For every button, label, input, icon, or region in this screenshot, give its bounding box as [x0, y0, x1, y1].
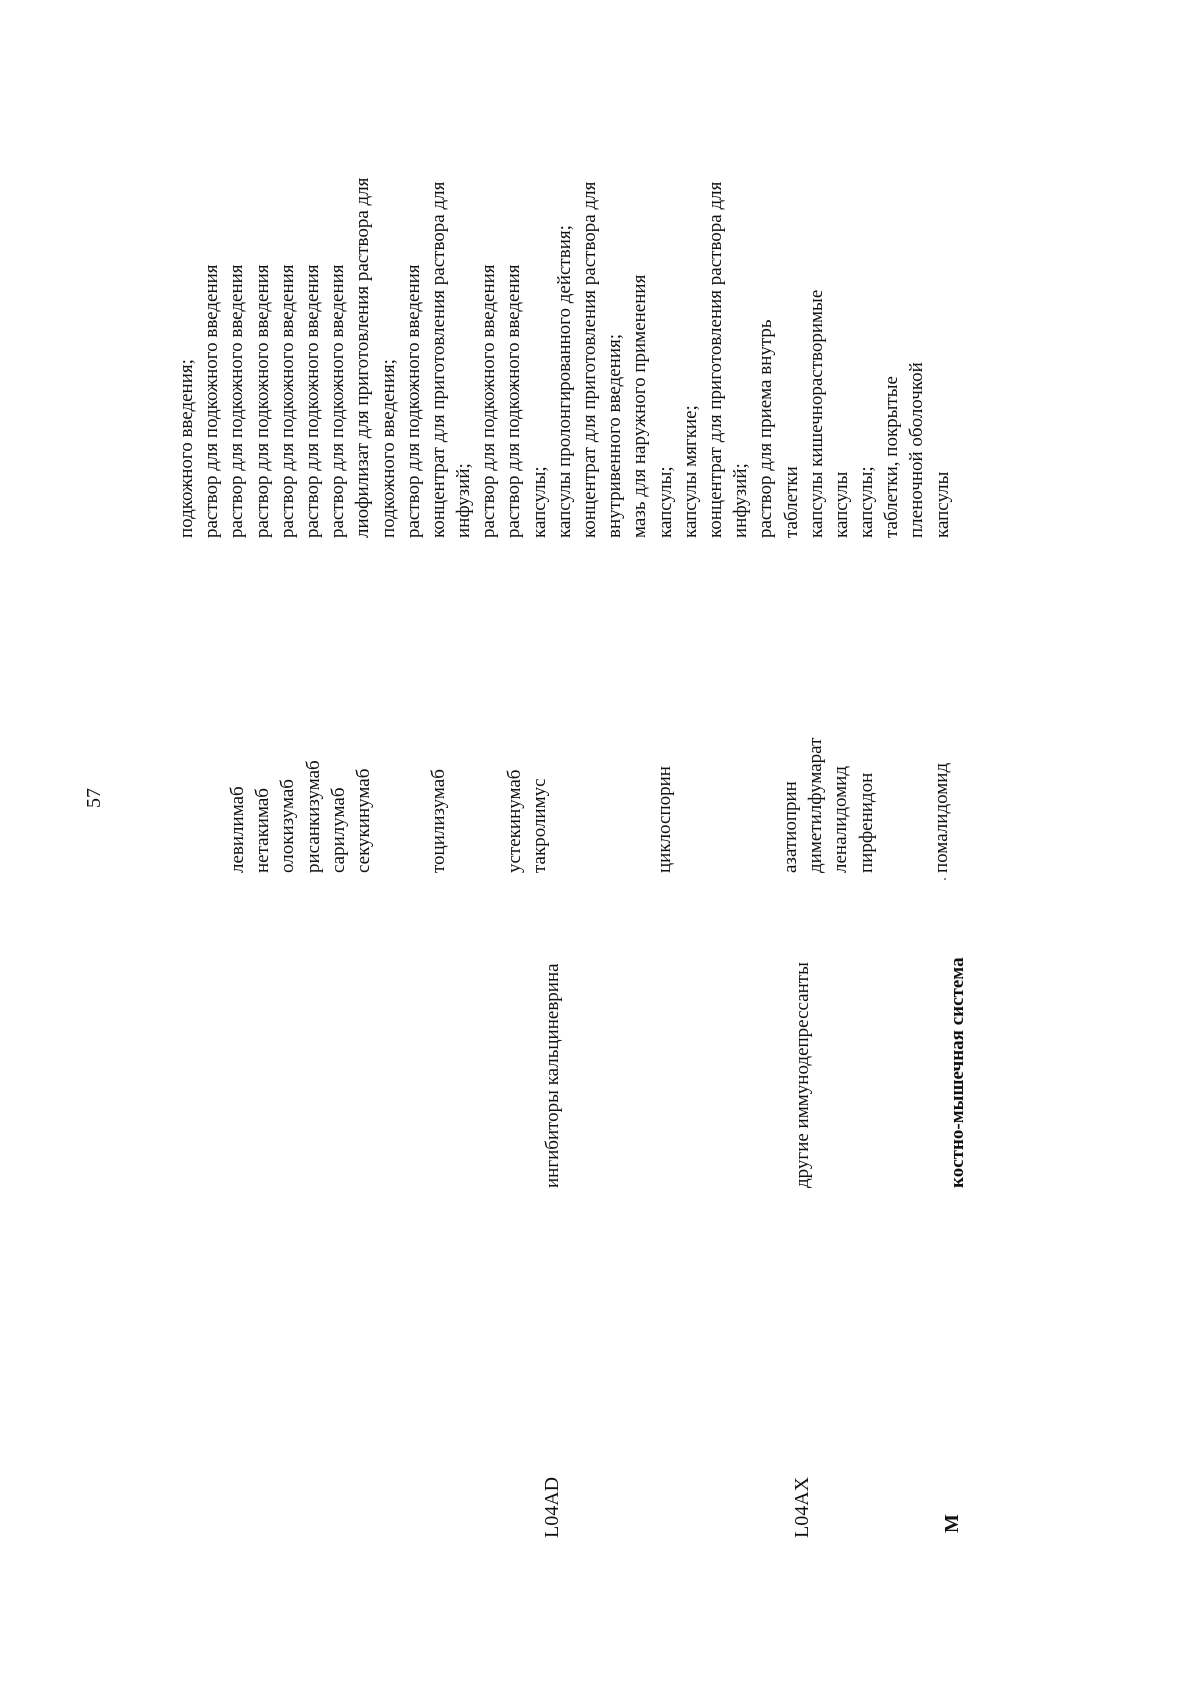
dosage-form: капсулы пролонгированного действия; [553, 225, 575, 538]
group-m: костно-мышечная система [947, 957, 968, 1188]
dosage-form: внутривенного введения; [604, 333, 626, 538]
dosage-form: раствор для подкожного введения [478, 264, 500, 538]
drug-name: такролимус [529, 778, 551, 873]
dosage-form: раствор для приема внутрь [755, 319, 777, 538]
scan-speck [944, 878, 946, 880]
dosage-form: капсулы; [654, 466, 676, 538]
dosage-form: капсулы мягкие; [679, 405, 701, 538]
drug-name-tocilizumab: тоцилизумаб [428, 769, 449, 873]
dosage-form: раствор для подкожного введения [402, 264, 424, 538]
drug-name: сарилумаб [327, 787, 349, 873]
dosage-form: капсулы [931, 471, 953, 538]
dosage-form: капсулы; [856, 466, 878, 538]
dosage-form: концентрат для приготовления раствора для [579, 181, 600, 538]
drug-name: левилимаб [227, 786, 248, 873]
dosage-forms-list [174, 178, 955, 538]
dosage-form: подкожного введения; [377, 359, 399, 538]
page-number: 57 [83, 788, 105, 808]
dosage-form: мазь для наружного применения [629, 274, 651, 538]
drug-name: нетакимаб [252, 788, 274, 873]
drug-list-3 [778, 738, 879, 873]
atc-code-l04ad: L04AD [541, 1476, 563, 1538]
dosage-form: капсулы кишечнорастворимые [805, 289, 827, 538]
dosage-form: пленочной оболочкой [906, 362, 928, 538]
group-l04ax: другие иммунодепрессанты [792, 962, 813, 1188]
drug-name-pomalidomide: помалидомид [931, 762, 952, 873]
dosage-form: раствор для подкожного введения [251, 264, 273, 538]
dosage-form: раствор для подкожного введения [327, 264, 349, 538]
drug-name: леналидомид [830, 766, 852, 873]
dosage-form: раствор для подкожного введения [276, 264, 298, 538]
drug-list-2 [502, 770, 552, 873]
dosage-form: раствор для подкожного введения [301, 264, 323, 538]
dosage-form: раствор для подкожного введения [503, 264, 525, 538]
dosage-form: подкожного введения; [176, 359, 197, 538]
group-l04ad: ингибиторы кальциневрина [542, 963, 563, 1188]
dosage-form: лиофилизат для приготовления раствора для [352, 177, 374, 538]
dosage-form: концентрат для приготовления раствора для [704, 181, 726, 538]
dosage-form: таблетки, покрытые [881, 376, 903, 538]
dosage-form: раствор для подкожного введения [201, 264, 223, 538]
atc-code-l04ax: L04AX [791, 1476, 813, 1538]
drug-name: рисанкизумаб [302, 760, 324, 873]
dosage-form: инфузий; [730, 463, 752, 538]
dosage-form: капсулы; [528, 466, 550, 538]
drug-list-1 [225, 760, 376, 873]
dosage-form: раствор для подкожного введения [226, 264, 248, 538]
drug-name: азатиоприн [780, 781, 801, 873]
drug-name: олокизумаб [277, 779, 299, 873]
dosage-form: концентрат для приготовления раствора для [427, 181, 449, 538]
dosage-form: таблетки [780, 466, 802, 538]
dosage-form: капсулы [830, 471, 852, 538]
drug-name: диметилфумарат [805, 737, 827, 873]
drug-name: секукинумаб [352, 768, 374, 873]
atc-code-m: M [941, 1514, 963, 1533]
dosage-form: инфузий; [453, 463, 475, 538]
drug-name: устекинумаб [504, 769, 525, 873]
drug-name: пирфенидон [855, 772, 877, 873]
drug-name-cyclosporin: циклоспорин [654, 766, 675, 873]
